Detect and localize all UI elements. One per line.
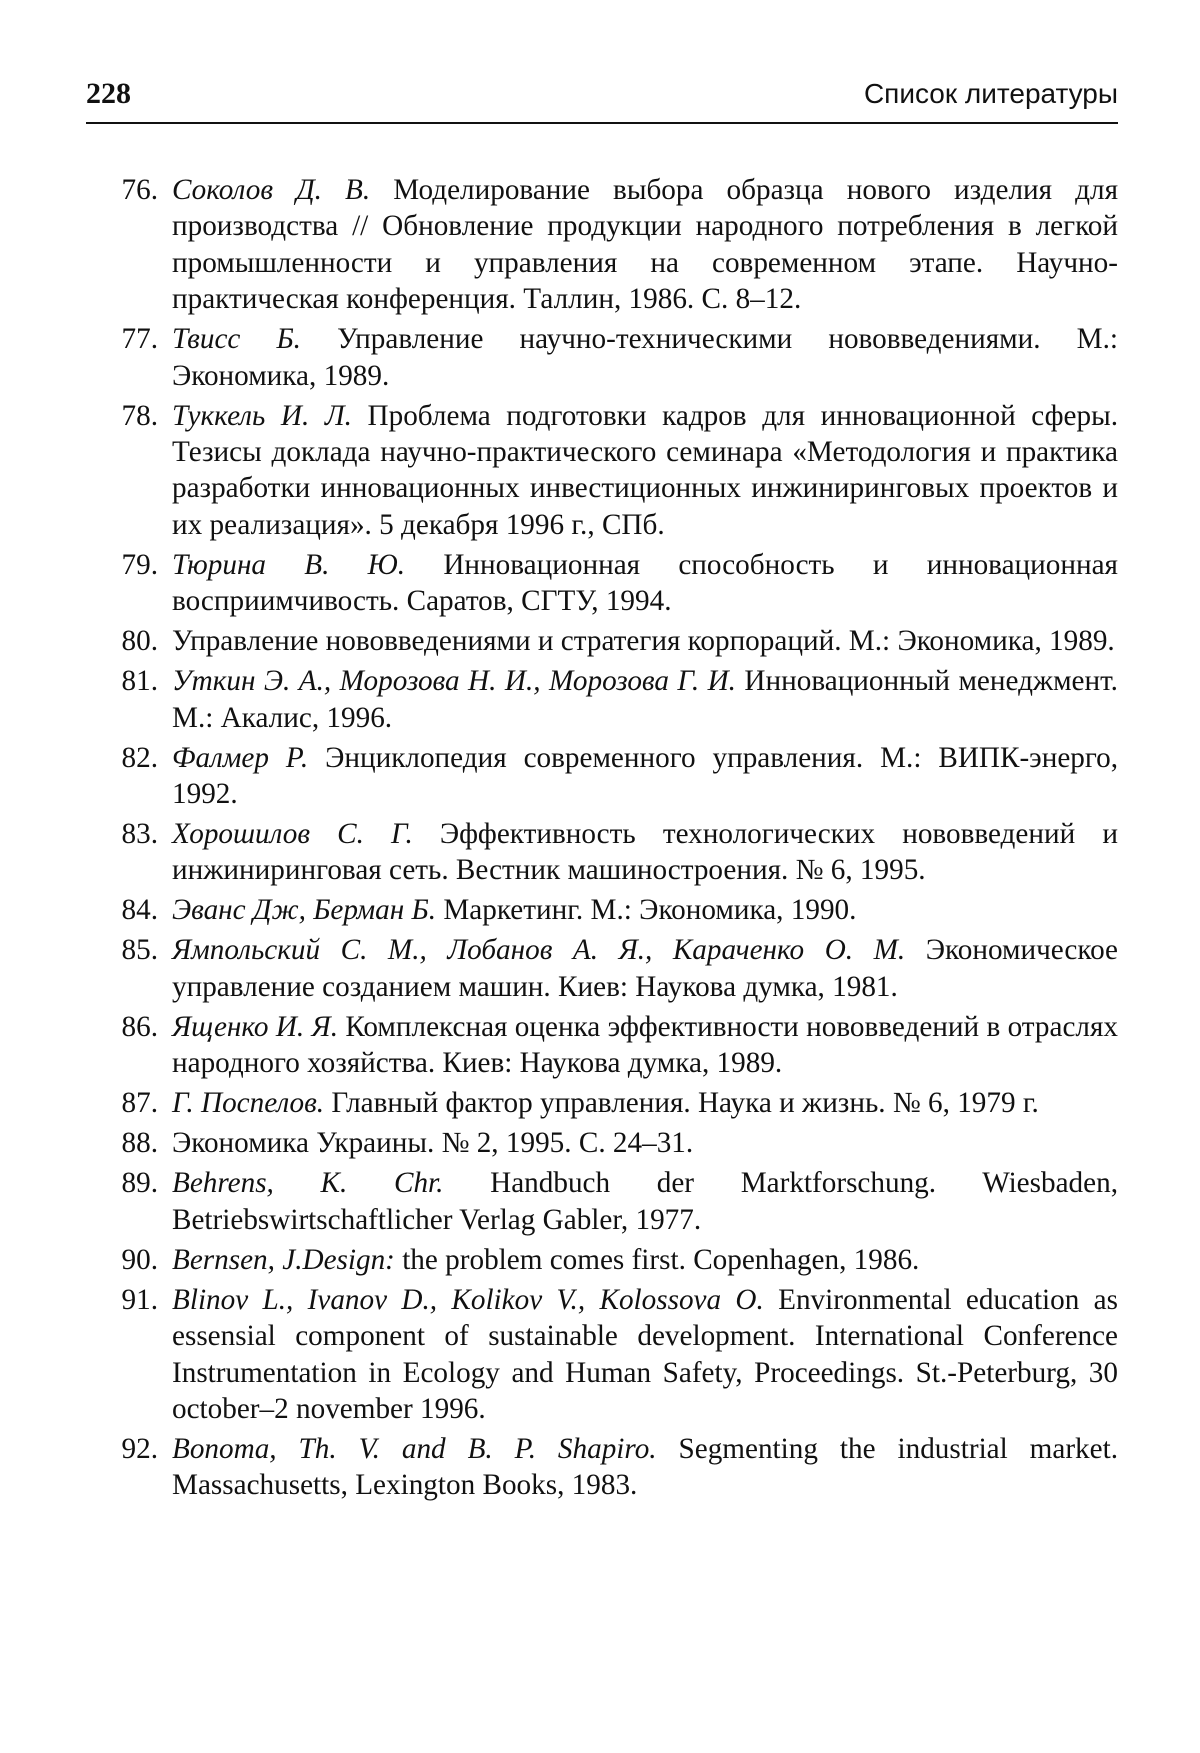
- reference-number: 89.: [121, 1167, 158, 1200]
- reference-author: Blinov L., Ivanov D., Kolikov V., Kolossova O.: [172, 1283, 764, 1316]
- reference-item: [86, 1009, 1118, 1082]
- reference-author: Bernsen, J.Design:: [172, 1243, 395, 1276]
- reference-author: Bonoma, Th. V. and B. P. Shapiro.: [172, 1432, 657, 1465]
- reference-number: 84.: [121, 894, 158, 927]
- reference-item: [86, 623, 1118, 659]
- reference-author: Ященко И. Я.: [172, 1010, 339, 1043]
- reference-text: Маркетинг. М.: Экономика, 1990.: [436, 894, 857, 927]
- reference-text: Эффективность технологических нововведений и инжиниринговая сеть. Вестник машиностроения. № 6, 1995.: [172, 818, 1118, 887]
- reference-author: Ямпольский С. М., Лобанов А. Я., Караченко О. М.: [172, 934, 906, 967]
- reference-text: Проблема подготовки кадров для инновационной сферы. Тезисы доклада научно-практического семинара «Методология и практика разработки инновационных инвестиционных инжиниринговых проектов и их реализация». 5 декабря 1996 г., СПб.: [172, 399, 1118, 541]
- reference-number: 91.: [121, 1283, 158, 1316]
- reference-author: Behrens, K. Chr.: [172, 1167, 444, 1200]
- reference-text: Комплексная оценка эффективности нововведений в отраслях народного хозяйства. Киев: Наукова думка, 1989.: [172, 1010, 1118, 1080]
- reference-number: 82.: [121, 741, 158, 774]
- reference-item: [86, 1085, 1118, 1121]
- page-header: [86, 72, 1118, 124]
- reference-author: Твисс Б.: [172, 323, 301, 356]
- reference-author: Уткин Э. А., Морозова Н. И., Морозова Г. И.: [172, 665, 736, 698]
- reference-list: [86, 172, 1118, 1507]
- reference-author: Туккель И. Л.: [172, 399, 352, 432]
- reference-item: [86, 172, 1118, 318]
- reference-item: [86, 1242, 1118, 1278]
- reference-number: 87.: [121, 1087, 158, 1120]
- reference-author: Фалмер Р.: [172, 741, 309, 774]
- reference-number: 77.: [121, 323, 158, 356]
- reference-text: Управление научно-техническими нововведениями. М.: Экономика, 1989.: [172, 323, 1118, 392]
- reference-text: Экономическое управление созданием машин. Киев: Наукова думка, 1981.: [172, 934, 1118, 1003]
- reference-author: Тюрина В. Ю.: [172, 548, 406, 581]
- reference-text: Экономика Украины. № 2, 1995. С. 24–31.: [172, 1127, 694, 1160]
- page-number: 228: [86, 77, 131, 110]
- reference-item: [86, 892, 1118, 928]
- reference-item: [86, 1431, 1118, 1504]
- reference-item: [86, 321, 1118, 394]
- reference-item: [86, 398, 1118, 544]
- reference-number: 88.: [121, 1127, 158, 1160]
- reference-text: Segmenting the industrial market. Massachusetts, Lexington Books, 1983.: [172, 1432, 1119, 1502]
- reference-number: 80.: [121, 625, 158, 658]
- reference-number: 85.: [121, 934, 158, 967]
- reference-author: Г. Поспелов.: [172, 1087, 325, 1120]
- reference-text: Энциклопедия современного управления. М.: ВИПК-энерго, 1992.: [172, 741, 1119, 811]
- reference-text: Главный фактор управления. Наука и жизнь. № 6, 1979 г.: [324, 1087, 1039, 1120]
- reference-number: 81.: [121, 665, 158, 698]
- reference-number: 79.: [121, 548, 158, 581]
- reference-number: 76.: [121, 174, 158, 206]
- reference-item: [86, 1282, 1118, 1428]
- reference-number: 78.: [121, 399, 158, 432]
- reference-item: [86, 663, 1118, 736]
- reference-text: Environmental education as essensial component of sustainable development. International Conference Instrumentation in Ecology and Human Safety, Proceedings. St.-Peterburg, 30 october–2 november 1996.: [172, 1283, 1118, 1425]
- reference-text: Инновационный менеджмент. М.: Акалис, 1996.: [172, 665, 1118, 734]
- reference-text: Инновационная способность и инновационная восприимчивость. Саратов, СГТУ, 1994.: [172, 548, 1118, 618]
- reference-number: 90.: [121, 1243, 158, 1276]
- reference-text: Управление нововведениями и стратегия корпораций. М.: Экономика, 1989.: [172, 625, 1115, 658]
- running-title: Список литературы: [863, 78, 1118, 109]
- reference-author: Эванс Дж, Берман Б.: [172, 894, 437, 927]
- reference-number: 86.: [121, 1010, 158, 1043]
- reference-text: Моделирование выбора образца нового изделия для производства // Обновление продукции народного потребления в легкой промышленности и управления на современном этапе. Научно-практическая конференция. Таллин, 1986. С. 8–12.: [172, 174, 1118, 316]
- reference-item: [86, 740, 1118, 813]
- reference-text: the problem comes first. Copenhagen, 1986.: [394, 1243, 920, 1276]
- reference-author: Хорошилов С. Г.: [172, 818, 413, 851]
- reference-text: Handbuch der Marktforschung. Wiesbaden, Betriebswirtschaftlicher Verlag Gabler, 1977.: [172, 1167, 1118, 1236]
- reference-author: Соколов Д. В.: [172, 174, 371, 206]
- reference-number: 92.: [121, 1432, 158, 1465]
- reference-item: [86, 932, 1118, 1005]
- reference-number: 83.: [121, 818, 158, 851]
- reference-item: [86, 1165, 1118, 1238]
- reference-item: [86, 547, 1118, 620]
- reference-item: [86, 816, 1118, 889]
- reference-item: [86, 1125, 1118, 1161]
